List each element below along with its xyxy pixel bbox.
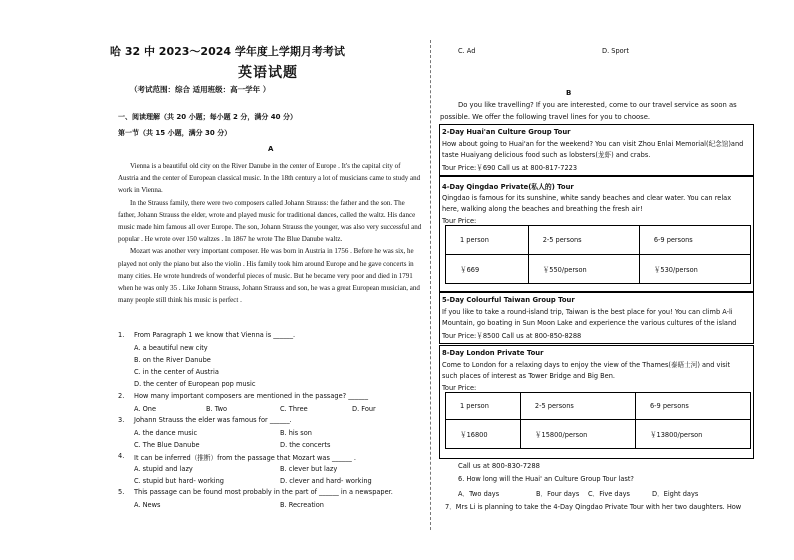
price-header: 2-5 persons <box>520 393 635 420</box>
answer-option[interactable]: D. clever and hard- working <box>280 477 372 485</box>
answer-option[interactable]: A. a beautiful new city <box>134 344 208 352</box>
exam-scope: （考试范围：综合 适用班级：高一学年 ） <box>130 85 271 94</box>
answer-option[interactable]: C. Three <box>280 405 308 413</box>
tour-price: Tour Price:￥690 Call us at 800-817-7223 <box>442 164 578 172</box>
answer-option[interactable]: C. Ad <box>458 47 476 55</box>
answer-option[interactable]: C．Five days <box>588 490 630 498</box>
answer-option[interactable]: A. One <box>134 405 157 413</box>
price-cell: ￥15800/person <box>520 420 635 449</box>
question-number: 4. <box>118 452 125 460</box>
question-text: It can be inferred（推断）from the passage that Mozart was ______ . <box>134 454 356 462</box>
tour-title: 4-Day Qingdao Private(私人的) Tour <box>442 183 574 191</box>
exam-subject-title: 英语试题 <box>238 65 298 81</box>
tour-price: Tour Price: <box>442 217 477 225</box>
answer-option[interactable]: B. his son <box>280 429 312 437</box>
question-number: 2. <box>118 392 125 400</box>
answer-option[interactable]: B. clever but lazy <box>280 465 338 473</box>
tour-title: 5-Day Colourful Taiwan Group Tour <box>442 296 575 304</box>
passage-a-letter: A <box>268 145 274 153</box>
tour-description: Qingdao is famous for its sunshine, white sandy beaches and clear water. You can relax here, walking along the beaches and breathing the fresh air! <box>442 194 732 213</box>
qingdao-price-table <box>445 225 751 284</box>
tour-card-huaian <box>439 124 754 176</box>
question-number: 5. <box>118 488 125 496</box>
price-cell: ￥530/person <box>639 255 750 284</box>
answer-option[interactable]: D. the center of European pop music <box>134 380 256 388</box>
price-header: 2-5 persons <box>528 226 639 255</box>
tour-title: 2-Day Huai'an Culture Group Tour <box>442 128 571 136</box>
answer-option[interactable]: D. Sport <box>602 47 629 55</box>
tour-price: Tour Price: <box>442 384 477 392</box>
answer-option[interactable]: C. The Blue Danube <box>134 441 200 449</box>
price-header: 6-9 persons <box>635 393 750 420</box>
price-header: 1 person <box>446 226 529 255</box>
tour-description: If you like to take a round-island trip, Taiwan is the best place for you! You can climb A-li Mountain, go boating in Sun Moon Lake and experience the various cultures of the island <box>442 308 737 327</box>
passage-b-intro: Do you like travelling? If you are interested, come to our travel service as soon as possible. We offer the following travel lines for you to choose. <box>440 101 737 121</box>
price-cell: ￥13800/person <box>635 420 750 449</box>
price-cell: ￥669 <box>446 255 529 284</box>
answer-option[interactable]: D．Eight days <box>652 490 699 498</box>
price-header: 6-9 persons <box>639 226 750 255</box>
tour-title: 8-Day London Private Tour <box>442 349 544 357</box>
passage-a-text <box>118 160 422 306</box>
tour-card-taiwan <box>439 292 754 344</box>
answer-option[interactable]: A. stupid and lazy <box>134 465 193 473</box>
passage-a-paragraph: Vienna is a beautiful old city on the River Danube in the center of Europe . It's the capital city of Austria and the center of European classical music. In the 18th century a lot of musicians came to study and work in Vienna. <box>118 162 421 195</box>
tour-price: Tour Price:￥8500 Call us at 800-850-8288 <box>442 332 582 340</box>
london-call-number: Call us at 800-830-7288 <box>458 462 540 470</box>
answer-option[interactable]: B. Two <box>206 405 228 413</box>
price-header: 1 person <box>446 393 521 420</box>
passage-a-paragraph: Mozart was another very important composer. He was born in Austria in 1756 . Before he was six, he played not only the piano but also the violin . His family took him around Europe and he gave concerts in many cities. He wrote hundreds of wonderful pieces of music. But he became very poor and died in 1791 when he was only 35 . Like Johann Strauss, Johann Strauss and son, he was a great European musician, and many people still think his music is perfect . <box>118 247 420 305</box>
answer-option[interactable]: A．Two days <box>458 490 500 498</box>
passage-b-letter: B <box>566 89 572 97</box>
question-number: 1. <box>118 331 125 339</box>
question-number: 3. <box>118 416 125 424</box>
answer-option[interactable]: D. the concerts <box>280 441 331 449</box>
tour-description: Come to London for a relaxing days to enjoy the view of the Thames(泰晤士河) and visit such places of interest as Tower Bridge and Big Ben. <box>442 361 731 380</box>
column-divider <box>430 40 431 530</box>
answer-option[interactable]: B. Recreation <box>280 501 324 509</box>
answer-option[interactable]: A. the dance music <box>134 429 198 437</box>
answer-option[interactable]: D. Four <box>352 405 376 413</box>
question-text: Johann Strauss the elder was famous for ______. <box>134 416 292 424</box>
question-text: 7．Mrs Li is planning to take the 4-Day Qingdao Private Tour with her two daughters. How <box>445 503 742 511</box>
answer-option[interactable]: B．Four days <box>536 490 580 498</box>
price-cell: ￥550/person <box>528 255 639 284</box>
answer-option[interactable]: C. stupid but hard- working <box>134 477 224 485</box>
answer-option[interactable]: B. on the River Danube <box>134 356 211 364</box>
passage-a-paragraph: In the Strauss family, there were two composers called Johann Strauss: the father and the son. The father, Johann Strauss the elder, wrote and played music for traditional dances, called the waltz. His dance music made him famous all over Europe. The son, Johann Strauss the younger, was also very successful and popular . He wrote over 150 waltzes . In 1867 he wrote The Blue Danube waltz. <box>118 198 422 244</box>
tour-description: How about going to Huai'an for the weekend? You can visit Zhou Enlai Memorial(纪念馆)and taste Huaiyang delicious food such as lobsters(龙虾) and crabs. <box>442 140 744 159</box>
london-price-table <box>445 392 751 449</box>
exam-school-title: 哈 32 中 2023～2024 学年度上学期月考考试 <box>110 45 345 58</box>
question-text: How many important composers are mentioned in the passage? ______ <box>134 392 368 400</box>
question-text: From Paragraph 1 we know that Vienna is ______. <box>134 331 296 339</box>
answer-option[interactable]: A. News <box>134 501 161 509</box>
section1-heading: 一、阅读理解（共 20 小题；每小题 2 分，满分 40 分） <box>118 113 297 121</box>
price-cell: ￥16800 <box>446 420 521 449</box>
section1-part-heading: 第一节（共 15 小题，满分 30 分） <box>118 129 232 137</box>
question-text: This passage can be found most probably in the part of ______ in a newspaper. <box>134 488 393 496</box>
question-text: 6. How long will the Huai' an Culture Group Tour last? <box>458 475 634 483</box>
answer-option[interactable]: C. in the center of Austria <box>134 368 219 376</box>
